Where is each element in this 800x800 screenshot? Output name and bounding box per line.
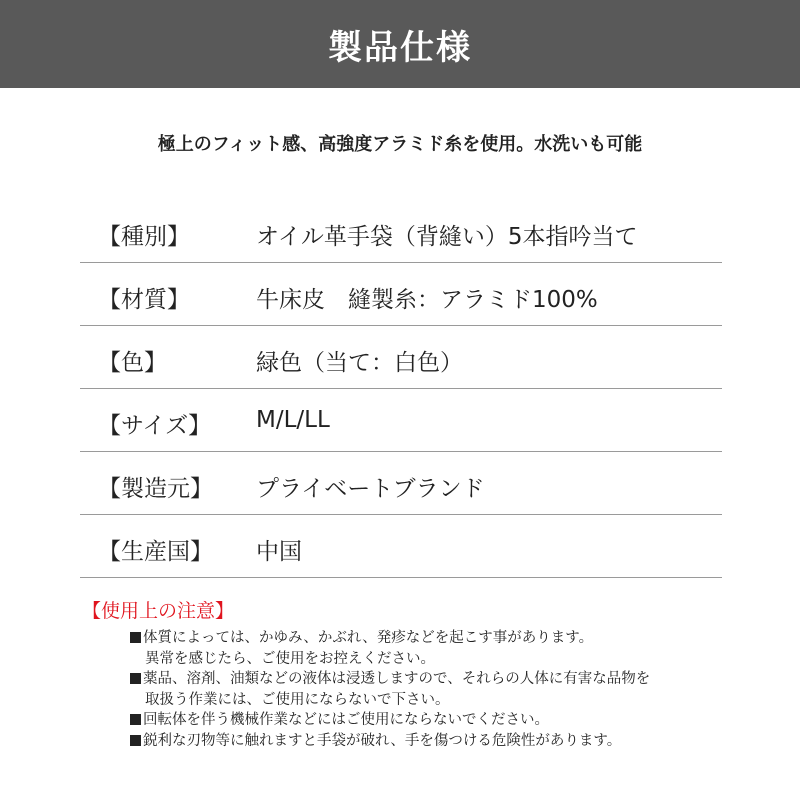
square-bullet-icon	[130, 735, 141, 746]
caution-item	[130, 731, 730, 752]
caution-text: 異常を感じたら、ご使用をお控えください。	[145, 650, 435, 667]
spec-value: 牛床皮 縫製糸：アラミド100%	[256, 287, 598, 313]
caution-title: 【使用上の注意】	[82, 600, 235, 622]
product-tagline: 極上のフィット感、高強度アラミド糸を使用。水洗いも可能	[157, 134, 643, 155]
spec-value: オイル革手袋（背縫い）5本指吟当て	[256, 224, 638, 250]
spec-label: 【生産国】	[98, 539, 213, 565]
spec-value: 緑色（当て：白色）	[256, 350, 463, 376]
caution-item-continued	[130, 649, 730, 670]
spec-row-type	[80, 200, 722, 263]
spec-label: 【材質】	[98, 287, 190, 313]
spec-row-size	[80, 389, 722, 452]
caution-text: 取扱う作業には、ご使用にならないで下さい。	[145, 691, 450, 708]
caution-item-continued	[130, 690, 730, 711]
spec-row-country	[80, 515, 722, 578]
spec-label: 【種別】	[98, 224, 190, 250]
spec-value: プライベートブランド	[256, 476, 485, 502]
spec-value: 中国	[256, 539, 302, 565]
caution-text: 薬品、溶剤、油類などの液体は浸透しますので、それらの人体に有害な品物を	[143, 671, 651, 687]
caution-text: 鋭利な刃物等に触れますと手袋が破れ、手を傷つける危険性があります。	[143, 732, 622, 749]
caution-item	[130, 628, 730, 649]
caution-text: 体質によっては、かゆみ、かぶれ、発疹などを起こす事があります。	[143, 630, 594, 646]
caution-list	[130, 628, 730, 751]
spec-label: 【製造元】	[98, 476, 213, 502]
caution-item	[130, 669, 730, 690]
square-bullet-icon	[130, 673, 141, 684]
spec-label: 【サイズ】	[98, 413, 212, 439]
spec-row-material	[80, 263, 722, 326]
page-title: 製品仕様	[328, 27, 472, 68]
spec-table	[80, 200, 722, 578]
caution-item	[130, 710, 730, 731]
page-header	[0, 0, 800, 88]
spec-row-color	[80, 326, 722, 389]
square-bullet-icon	[130, 714, 141, 725]
square-bullet-icon	[130, 632, 141, 643]
caution-text: 回転体を伴う機械作業などにはご使用にならないでください。	[143, 712, 549, 728]
spec-label: 【色】	[98, 350, 167, 376]
spec-value: M/L/LL	[256, 407, 330, 433]
spec-row-manufacturer	[80, 452, 722, 515]
